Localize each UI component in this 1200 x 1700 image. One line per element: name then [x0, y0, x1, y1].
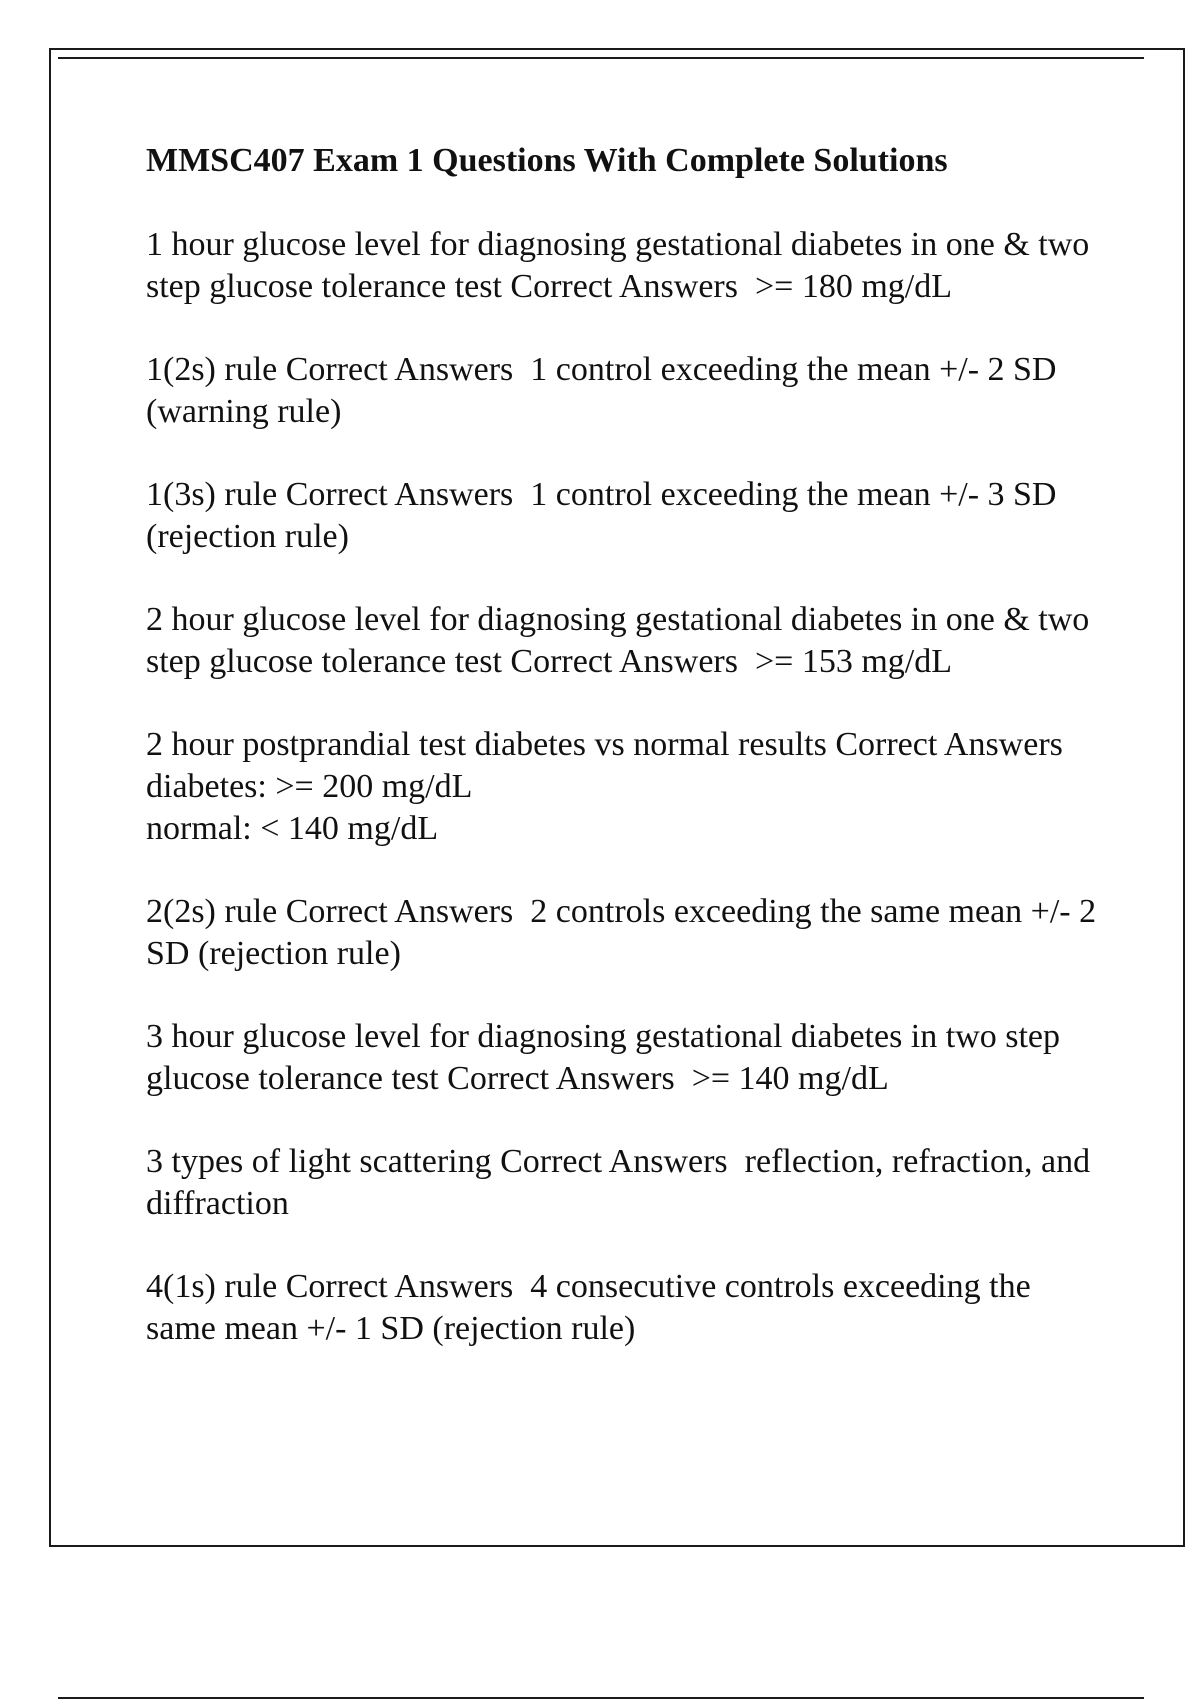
footer-rule: [58, 1697, 1144, 1699]
qa-item: 2 hour postprandial test diabetes vs normal results Correct Answers diabetes: >= 200 mg/dL normal: < 140 mg/dL: [146, 726, 1063, 847]
qa-item: 4(1s) rule Correct Answers 4 consecutive controls exceeding the same mean +/- 1 SD (rejection rule): [146, 1268, 1040, 1347]
qa-item: 1(2s) rule Correct Answers 1 control exceeding the mean +/- 2 SD (warning rule): [146, 351, 1065, 430]
qa-item: 2 hour glucose level for diagnosing gestational diabetes in one & two step glucose tolerance test Correct Answers >= 153 mg/dL: [146, 601, 1098, 680]
qa-item: 1(3s) rule Correct Answers 1 control exceeding the mean +/- 3 SD (rejection rule): [146, 476, 1065, 555]
qa-item: 3 hour glucose level for diagnosing gestational diabetes in two step glucose tolerance test Correct Answers >= 140 mg/dL: [146, 1018, 1069, 1097]
header-rule: [58, 57, 1144, 59]
qa-item: 2(2s) rule Correct Answers 2 controls exceeding the same mean +/- 2 SD (rejection rule): [146, 893, 1105, 972]
qa-item: 3 types of light scattering Correct Answers reflection, refraction, and diffraction: [146, 1143, 1099, 1222]
document-body: [146, 140, 1106, 1391]
document-title: MMSC407 Exam 1 Questions With Complete Solutions: [146, 142, 948, 179]
qa-item: 1 hour glucose level for diagnosing gestational diabetes in one & two step glucose tolerance test Correct Answers >= 180 mg/dL: [146, 226, 1098, 305]
